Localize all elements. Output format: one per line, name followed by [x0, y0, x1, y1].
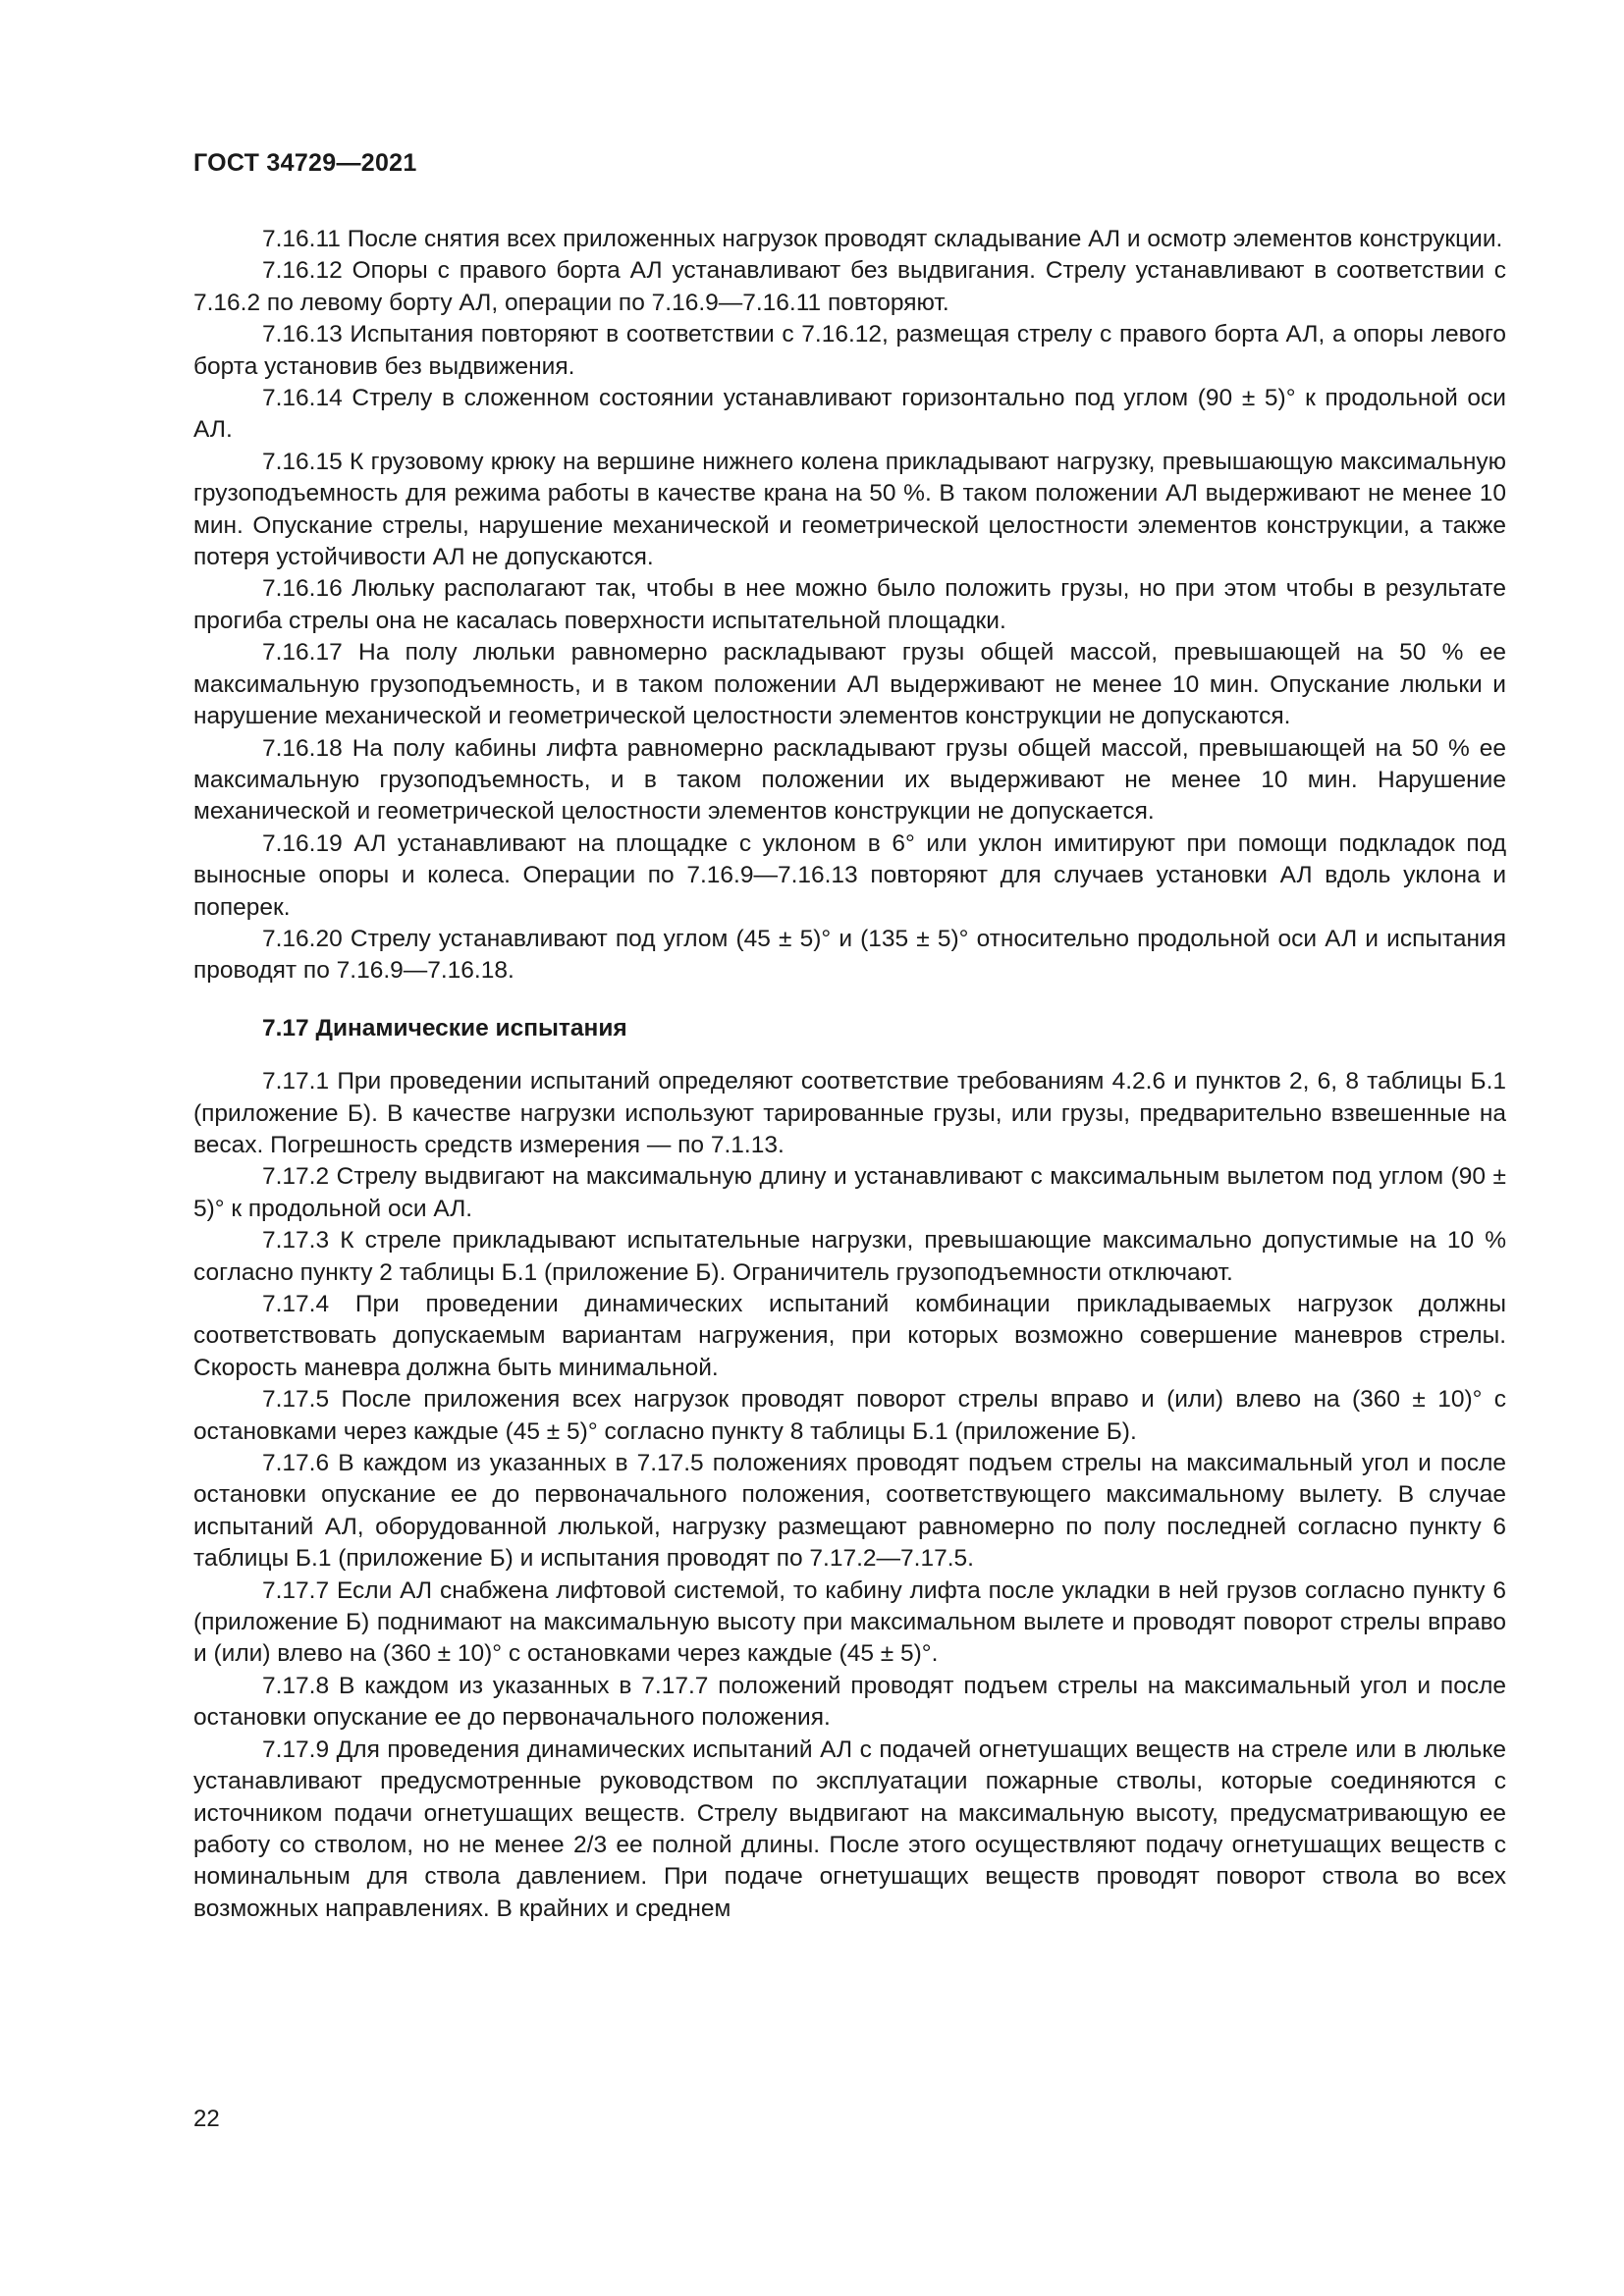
paragraph-7-16-13: 7.16.13 Испытания повторяют в соответствии с 7.16.12, размещая стрелу с правого борта АЛ, а опоры левого борта установив без выдвижения. [193, 321, 1506, 380]
paragraph-7-17-6: 7.17.6 В каждом из указанных в 7.17.5 положениях проводят подъем стрелы на максимальный угол и после остановки опускание ее до первоначального положения, соответствующего максимальному вылету. В случае испытаний АЛ, оборудованной люлькой, нагрузку размещают равномерно по полу последней согласно пункту 6 таблицы Б.1 (приложение Б) и испытания проводят по 7.17.2—7.17.5. [193, 1450, 1506, 1573]
paragraph-7-17-7: 7.17.7 Если АЛ снабжена лифтовой системой, то кабину лифта после укладки в ней грузов согласно пункту 6 (приложение Б) поднимают на максимальную высоту при максимальном вылете и проводят поворот стрелы вправо и (или) влево на (360 ± 10)° с остановками через каждые (45 ± 5)°. [193, 1576, 1506, 1668]
section-heading-7-17: 7.17 Динамические испытания [262, 1014, 627, 1041]
paragraph-7-17-1: 7.17.1 При проведении испытаний определяют соответствие требованиям 4.2.6 и пунктов 2, 6, 8 таблицы Б.1 (приложение Б). В качестве нагрузки используют тарированные грузы, или грузы, предварительно взвешенные на весах. Погрешность средств измерения — по 7.1.13. [193, 1068, 1506, 1158]
paragraph-7-16-12: 7.16.12 Опоры с правого борта АЛ устанавливают без выдвигания. Стрелу устанавливают в соответствии с 7.16.2 по левому борту АЛ, операции по 7.16.9—7.16.11 повторяют. [193, 257, 1506, 316]
paragraph-7-17-4: 7.17.4 При проведении динамических испытаний комбинации прикладываемых нагрузок должны соответствовать допускаемым вариантам нагружения, при которых возможно совершение маневров стрелы. Скорость маневра должна быть минимальной. [193, 1291, 1506, 1381]
paragraph-7-16-17: 7.16.17 На полу люльки равномерно раскладывают грузы общей массой, превышающей на 50 % ее максимальную грузоподъемность, и в таком положении АЛ выдерживают не менее 10 мин. Опускание люльки и нарушение механической и геометрической целостности элементов конструкции не допускаются. [193, 639, 1506, 730]
paragraph-7-17-3: 7.17.3 К стреле прикладывают испытательные нагрузки, превышающие максимально допустимые на 10 % согласно пункту 2 таблицы Б.1 (приложение Б). Ограничитель грузоподъемности отключают. [193, 1227, 1506, 1286]
page-number: 22 [193, 2106, 220, 2132]
paragraph-7-17-5: 7.17.5 После приложения всех нагрузок проводят поворот стрелы вправо и (или) влево на (360 ± 10)° с остановками через каждые (45 ± 5)° согласно пункту 8 таблицы Б.1 (приложение Б). [193, 1386, 1506, 1445]
paragraph-7-16-18: 7.16.18 На полу кабины лифта равномерно раскладывают грузы общей массой, превышающей на 50 % ее максимальную грузоподъемность, и в таком положении их выдерживают не менее 10 мин. Нарушение механической и геометрической целостности элементов конструкции не допускается. [193, 734, 1506, 826]
paragraph-7-16-16: 7.16.16 Люльку располагают так, чтобы в нее можно было положить грузы, но при этом чтобы в результате прогиба стрелы она не касалась поверхности испытательной площадки. [193, 575, 1506, 634]
paragraph-7-17-9: 7.17.9 Для проведения динамических испытаний АЛ с подачей огнетушащих веществ на стреле или в люльке устанавливают предусмотренные руководством по эксплуатации пожарные стволы, которые соединяются с источником подачи огнетушащих веществ. Стрелу выдвигают на максимальную высоту, предусматривающую ее работу со стволом, но не менее 2/3 ее полной длины. После этого осуществляют подачу огнетушащих веществ с номинальным для ствола давлением. При подаче огнетушащих веществ проводят поворот ствола во всех возможных направлениях. В крайних и среднем [193, 1735, 1506, 1922]
paragraph-7-16-14: 7.16.14 Стрелу в сложенном состоянии устанавливают горизонтально под углом (90 ± 5)° к продольной оси АЛ. [193, 385, 1506, 444]
paragraph-7-16-11: 7.16.11 После снятия всех приложенных нагрузок проводят складывание АЛ и осмотр элементов конструкции. [262, 226, 1503, 252]
paragraph-7-17-2: 7.17.2 Стрелу выдвигают на максимальную длину и устанавливают с максимальным вылетом под углом (90 ± 5)° к продольной оси АЛ. [193, 1163, 1506, 1222]
paragraph-7-17-8: 7.17.8 В каждом из указанных в 7.17.7 положений проводят подъем стрелы на максимальный угол и после остановки опускание ее до первоначального положения. [193, 1672, 1506, 1732]
document-body [193, 224, 1506, 1925]
paragraph-7-16-15: 7.16.15 К грузовому крюку на вершине нижнего колена прикладывают нагрузку, превышающую максимальную грузоподъемность для режима работы в качестве крана на 50 %. В таком положении АЛ выдерживают не менее 10 мин. Опускание стрелы, нарушение механической и геометрической целостности элементов конструкции, а также потеря устойчивости АЛ не допускаются. [193, 448, 1506, 571]
paragraph-7-16-20: 7.16.20 Стрелу устанавливают под углом (45 ± 5)° и (135 ± 5)° относительно продольной оси АЛ и испытания проводят по 7.16.9—7.16.18. [193, 925, 1506, 985]
document-header: ГОСТ 34729—2021 [193, 149, 417, 177]
paragraph-7-16-19: 7.16.19 АЛ устанавливают на площадке с уклоном в 6° или уклон имитируют при помощи подкладок под выносные опоры и колеса. Операции по 7.16.9—7.16.13 повторяют для случаев установки АЛ вдоль уклона и поперек. [193, 829, 1506, 921]
